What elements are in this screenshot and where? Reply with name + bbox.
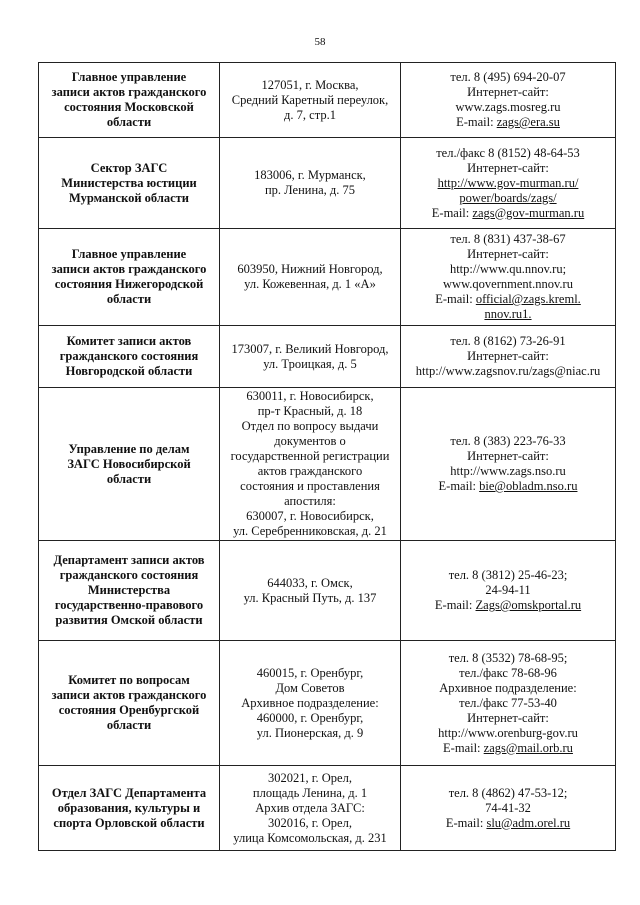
- contact-line: [404, 479, 612, 494]
- organization-name-line: области: [106, 718, 152, 732]
- address-cell-line: ул. Кожевенная, д. 1 «А»: [244, 277, 376, 291]
- contact-text: E-mail:: [443, 740, 484, 755]
- address-cell: [220, 766, 401, 851]
- contact-link[interactable]: zags@gov-murman.ru: [472, 205, 585, 220]
- contact-link[interactable]: nnov.ru1.: [484, 307, 532, 321]
- organization-name-line: гражданского состояния: [59, 568, 199, 582]
- organization-name-line: развития Омской области: [55, 613, 203, 627]
- contact-text: http://www.zagsnov.ru/zags@niac.ru: [415, 364, 601, 378]
- contact-line: [404, 307, 612, 322]
- address-cell-line: 183006, г. Мурманск,: [254, 168, 366, 182]
- address-cell-line: состояния и проставления: [240, 479, 380, 493]
- contacts-cell: [401, 229, 616, 326]
- registry-offices-table: [38, 62, 616, 851]
- contact-link[interactable]: slu@adm.orel.ru: [486, 815, 571, 830]
- address-cell-line: 460000, г. Оренбург,: [256, 710, 364, 725]
- contact-line: [404, 696, 612, 711]
- organization-name-line: ЗАГС Новосибирской: [67, 456, 191, 471]
- organization-name-line: государственно-правового: [54, 598, 204, 612]
- address-cell-line: Архив отдела ЗАГС:: [255, 800, 365, 815]
- contact-line: [404, 161, 612, 176]
- address-cell-line: 302016, г. Орел,: [268, 815, 352, 830]
- contact-text: E-mail:: [435, 292, 476, 306]
- contact-text: E-mail:: [438, 479, 480, 493]
- contact-text: Интернет-сайт:: [467, 710, 549, 725]
- contact-text: тел. 8 (3532) 78-68-95;: [448, 650, 568, 665]
- contact-link[interactable]: official@zags.kreml.: [475, 292, 581, 306]
- contacts-cell: [401, 541, 616, 641]
- table-row: [39, 63, 616, 138]
- contact-link[interactable]: Zags@omskportal.ru: [475, 598, 582, 612]
- organization-name: [39, 388, 220, 541]
- table-row: [39, 326, 616, 388]
- organization-name-line: Отдел ЗАГС Департамента: [51, 785, 207, 800]
- organization-name-line: записи актов гражданского: [51, 85, 207, 99]
- contacts-cell: [401, 63, 616, 138]
- organization-name-line: Министерства юстиции: [61, 175, 197, 190]
- contact-text: тел./факс 78-68-96: [459, 665, 557, 680]
- contacts-cell: [401, 766, 616, 851]
- contact-text: www.zags.mosreg.ru: [455, 100, 561, 114]
- contact-line: [404, 651, 612, 666]
- contact-text: тел./факс 77-53-40: [459, 695, 557, 710]
- contact-text: E-mail:: [456, 115, 497, 129]
- contact-text: http://www.qu.nnov.ru;: [449, 262, 567, 276]
- organization-name-line: Управление по делам: [68, 441, 190, 456]
- organization-name-line: области: [106, 471, 152, 486]
- organization-name-line: Мурманской области: [68, 190, 190, 205]
- contact-line: [404, 85, 612, 100]
- organization-name: [39, 63, 220, 138]
- address-cell: [220, 388, 401, 541]
- page-number: 58: [314, 36, 326, 48]
- contact-link[interactable]: bie@obladm.nso.ru: [479, 479, 578, 493]
- contact-text: http://www.orenburg-gov.ru: [438, 725, 578, 740]
- address-cell-line: ул. Пионерская, д. 9: [256, 725, 364, 740]
- contact-line: [404, 277, 612, 292]
- address-cell-line: актов гражданского: [257, 464, 363, 478]
- contact-text: E-mail:: [445, 815, 487, 830]
- contact-line: [404, 801, 612, 816]
- contact-line: [404, 100, 612, 115]
- organization-name-line: Департамент записи актов: [53, 553, 205, 567]
- contact-text: 24-94-11: [485, 583, 531, 597]
- address-cell-line: апостиля:: [284, 494, 336, 508]
- address-cell-line: площадь Ленина, д. 1: [252, 785, 368, 800]
- contact-line: [404, 449, 612, 464]
- contact-text: тел. 8 (383) 223-76-33: [450, 434, 566, 448]
- contact-line: [404, 232, 612, 247]
- address-cell-line: 127051, г. Москва,: [261, 77, 359, 92]
- organization-name-line: Комитет записи актов: [66, 334, 192, 348]
- contact-text: тел. 8 (831) 437-38-67: [450, 232, 566, 246]
- organization-name-line: Главное управление: [71, 247, 187, 261]
- address-cell-line: Архивное подразделение:: [241, 695, 379, 710]
- contact-line: [404, 247, 612, 262]
- contact-link[interactable]: http://www.gov-murman.ru/: [437, 175, 579, 190]
- contact-text: Интернет-сайт:: [467, 85, 549, 99]
- address-cell-line: ул. Красный Путь, д. 137: [243, 590, 377, 605]
- contact-text: тел. 8 (495) 694-20-07: [450, 70, 566, 84]
- organization-name-line: состояния Нижегородской: [54, 277, 204, 291]
- contact-line: [404, 292, 612, 307]
- address-cell-line: 644033, г. Омск,: [267, 575, 353, 590]
- organization-name: [39, 641, 220, 766]
- contact-text: http://www.zags.nso.ru: [450, 464, 566, 478]
- contact-text: Интернет-сайт:: [467, 247, 549, 261]
- address-cell-line: Дом Советов: [275, 680, 345, 695]
- organization-name: [39, 326, 220, 388]
- address-cell: [220, 229, 401, 326]
- contact-line: [404, 583, 612, 598]
- contact-line: [404, 191, 612, 206]
- address-cell-line: 460015, г. Оренбург,: [256, 665, 364, 680]
- address-cell: [220, 138, 401, 229]
- address-cell-line: Средний Каретный переулок,: [231, 92, 389, 107]
- organization-name-line: спорта Орловской области: [53, 815, 205, 830]
- contact-line: [404, 70, 612, 85]
- contact-line: [404, 434, 612, 449]
- contact-line: [404, 741, 612, 756]
- organization-name-line: состояния Московской: [64, 100, 194, 114]
- contacts-cell: [401, 326, 616, 388]
- address-cell: [220, 641, 401, 766]
- contact-text: 74-41-32: [485, 800, 531, 815]
- contact-line: [404, 176, 612, 191]
- contact-text: www.qovernment.nnov.ru: [443, 277, 573, 291]
- address-cell-line: улица Комсомольская, д. 231: [233, 830, 387, 845]
- table-row: [39, 138, 616, 229]
- contact-line: [404, 816, 612, 831]
- address-cell-line: ул. Троицкая, д. 5: [263, 356, 357, 371]
- contact-link[interactable]: zags@mail.orb.ru: [483, 740, 573, 755]
- table-row: [39, 541, 616, 641]
- contact-text: Интернет-сайт:: [467, 449, 549, 463]
- table-row: [39, 766, 616, 851]
- contact-link[interactable]: zags@era.su: [496, 115, 560, 129]
- address-cell-line: документов о: [274, 434, 346, 448]
- organization-name-line: Главное управление: [71, 70, 187, 84]
- address-cell: [220, 326, 401, 388]
- contact-line: [404, 364, 612, 379]
- contact-line: [404, 681, 612, 696]
- organization-name-line: гражданского состояния: [59, 349, 199, 363]
- address-cell-line: Отдел по вопросу выдачи: [241, 419, 379, 433]
- contacts-cell: [401, 388, 616, 541]
- address-cell-line: ул. Серебренниковская, д. 21: [233, 524, 387, 538]
- organization-name-line: области: [106, 115, 152, 129]
- contact-text: тел./факс 8 (8152) 48-64-53: [436, 145, 580, 160]
- organization-name: [39, 138, 220, 229]
- organization-name: [39, 229, 220, 326]
- contact-link[interactable]: power/boards/zags/: [459, 190, 557, 205]
- organization-name-line: Комитет по вопросам: [68, 673, 190, 687]
- address-cell: [220, 63, 401, 138]
- organization-name-line: записи актов гражданского: [51, 688, 207, 702]
- organization-name-line: записи актов гражданского: [51, 262, 207, 276]
- contacts-cell: [401, 641, 616, 766]
- organization-name: [39, 766, 220, 851]
- organization-name-line: Министерства: [87, 583, 171, 597]
- organization-name-line: Сектор ЗАГС: [90, 160, 168, 175]
- contact-text: E-mail:: [434, 598, 476, 612]
- contact-line: [404, 349, 612, 364]
- table-row: [39, 229, 616, 326]
- contact-text: Интернет-сайт:: [467, 160, 549, 175]
- contact-line: [404, 598, 612, 613]
- organization-name-line: Новгородской области: [65, 364, 193, 378]
- contact-line: [404, 711, 612, 726]
- address-cell-line: пр. Ленина, д. 75: [264, 183, 356, 197]
- address-cell-line: 302021, г. Орел,: [268, 770, 352, 785]
- organization-name: [39, 541, 220, 641]
- contact-text: тел. 8 (4862) 47-53-12;: [448, 785, 568, 800]
- contact-text: Интернет-сайт:: [467, 349, 549, 363]
- address-cell-line: 603950, Нижний Новгород,: [237, 262, 383, 276]
- address-cell-line: д. 7, стр.1: [284, 107, 336, 122]
- organization-name-line: образования, культуры и: [57, 800, 201, 815]
- contact-line: [404, 334, 612, 349]
- contacts-cell: [401, 138, 616, 229]
- contact-line: [404, 262, 612, 277]
- address-cell: [220, 541, 401, 641]
- contact-line: [404, 786, 612, 801]
- address-cell-line: 630011, г. Новосибирск,: [246, 389, 374, 403]
- address-cell-line: 630007, г. Новосибирск,: [246, 509, 374, 523]
- organization-name-line: области: [106, 292, 152, 306]
- contact-line: [404, 726, 612, 741]
- address-cell-line: государственной регистрации: [230, 449, 390, 463]
- organization-name-line: состояния Оренбургской: [58, 703, 200, 717]
- address-cell-line: 173007, г. Великий Новгород,: [231, 341, 389, 356]
- contact-text: тел. 8 (8162) 73-26-91: [450, 334, 566, 348]
- contact-text: E-mail:: [431, 205, 473, 220]
- contact-line: [404, 464, 612, 479]
- contact-line: [404, 206, 612, 221]
- contact-line: [404, 115, 612, 130]
- contact-line: [404, 666, 612, 681]
- contact-text: тел. 8 (3812) 25-46-23;: [448, 568, 568, 582]
- address-cell-line: пр-т Красный, д. 18: [257, 404, 363, 418]
- table-row: [39, 641, 616, 766]
- contact-text: Архивное подразделение:: [439, 680, 577, 695]
- table-row: [39, 388, 616, 541]
- contact-line: [404, 146, 612, 161]
- contact-line: [404, 568, 612, 583]
